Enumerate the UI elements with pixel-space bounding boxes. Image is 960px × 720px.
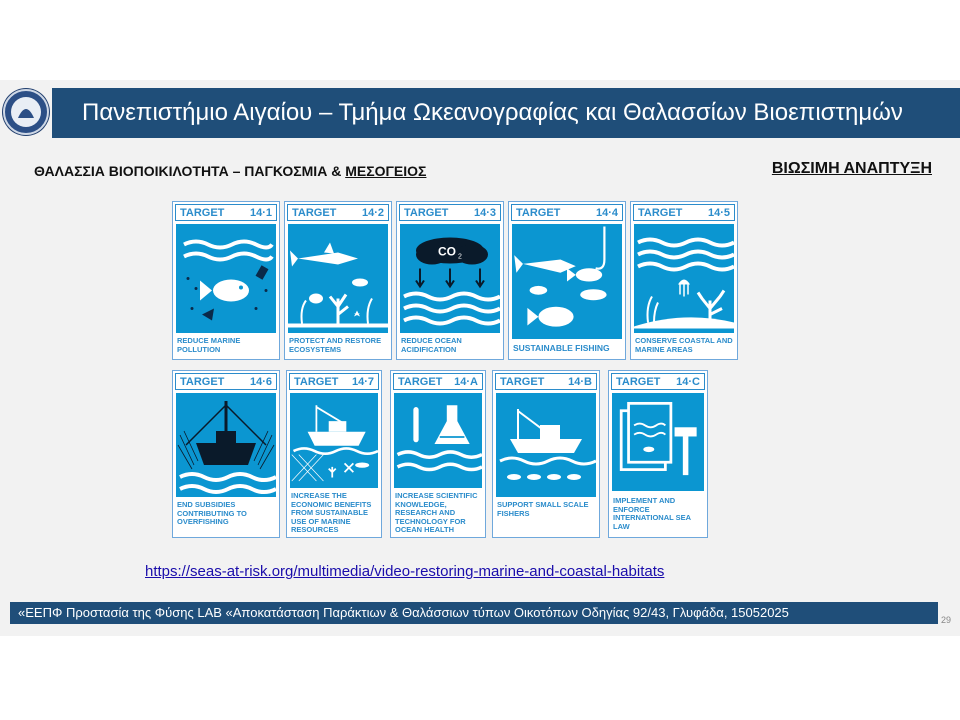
target-tile-14-7	[286, 370, 382, 538]
target-tile-14-B	[492, 370, 600, 538]
small-boat-icon	[496, 393, 596, 497]
target-id: 14·B	[568, 375, 592, 388]
sustainable-development-heading: ΒΙΩΣΙΜΗ ΑΝΑΠΤΥΞΗ	[771, 160, 932, 177]
subtitle-underlined: ΜΕΣΟΓΕΙΟΣ	[345, 163, 427, 179]
svg-text:CO: CO	[438, 244, 456, 259]
target-header: TARGET 14·A	[393, 373, 483, 390]
target-id: 14·4	[595, 206, 618, 219]
target-id: 14·1	[249, 206, 272, 219]
target-header: TARGET 14·7	[289, 373, 379, 390]
target-id: 14·5	[707, 206, 730, 219]
target-id: 14·2	[361, 206, 384, 219]
slide-header: Πανεπιστήμιο Αιγαίου – Τμήμα Ωκεανογραφίας και Θαλασσίων Βιοεπιστημών	[52, 88, 960, 138]
target-tile-14-A	[390, 370, 486, 538]
target-header: TARGET 14·3	[399, 204, 501, 221]
subtitle-main: ΘΑΛΑΣΣΙΑ ΒΙΟΠΟΙΚΙΛΟΤΗΤΑ – ΠΑΓΚΟΣΜΙΑ &	[34, 163, 346, 179]
slide	[0, 80, 960, 636]
target-header: TARGET 14·C	[611, 373, 705, 390]
target-caption: SUSTAINABLE FISHING	[513, 343, 610, 353]
gavel-document-icon	[612, 393, 704, 491]
target-id: 14·C	[676, 375, 700, 388]
target-caption: SUPPORT SMALL SCALE FISHERS	[497, 500, 589, 518]
target-header: TARGET 14·1	[175, 204, 277, 221]
target-id: 14·6	[249, 375, 272, 388]
fishing-trawler-icon	[176, 393, 276, 497]
university-logo	[2, 88, 50, 136]
target-header: TARGET 14·6	[175, 373, 277, 390]
target-tile-14-C	[608, 370, 708, 538]
coral-jellyfish-icon	[634, 224, 734, 333]
target-caption: END SUBSIDIES CONTRIBUTING TO OVERFISHING	[177, 500, 247, 526]
target-id: 14·3	[473, 206, 496, 219]
target-header: TARGET 14·5	[633, 204, 735, 221]
svg-text:2: 2	[458, 253, 462, 261]
target-tile-14-3	[396, 201, 504, 360]
target-tile-14-5	[630, 201, 738, 360]
target-id: 14·A	[454, 375, 478, 388]
slide-subtitle	[34, 163, 426, 179]
target-header: TARGET 14·4	[511, 204, 623, 221]
target-tile-14-2	[284, 201, 392, 360]
fishing-hook-icon	[512, 224, 622, 339]
target-tile-14-1	[172, 201, 280, 360]
footer-bar: «ΕΕΠΦ Προστασία της Φύσης LAB «Αποκατάσταση Παράκτιων & Θαλάσσιων τύπων Οικοτόπων Οδηγίας 92/43, Γλυφάδα, 15052025	[10, 602, 938, 624]
page-number: 29	[941, 615, 952, 625]
target-header: TARGET 14·2	[287, 204, 389, 221]
target-tile-14-6	[172, 370, 280, 538]
target-header: TARGET 14·B	[495, 373, 597, 390]
lab-flask-icon	[394, 393, 482, 488]
target-tile-14-4	[508, 201, 626, 360]
co2-cloud-icon	[400, 224, 500, 333]
target-caption: CONSERVE COASTAL AND MARINE AREAS	[635, 336, 733, 354]
target-caption: INCREASE THE ECONOMIC BENEFITS FROM SUSTAINABLE USE OF MARINE RESOURCES	[291, 491, 372, 534]
shark-coral-icon	[288, 224, 388, 333]
target-caption: REDUCE MARINE POLLUTION	[177, 336, 241, 354]
target-id: 14·7	[351, 375, 374, 388]
boat-net-icon	[290, 393, 378, 488]
target-caption: REDUCE OCEAN ACIDIFICATION	[401, 336, 462, 354]
target-caption: IMPLEMENT AND ENFORCE INTERNATIONAL SEA LAW	[613, 496, 691, 531]
target-caption: INCREASE SCIENTIFIC KNOWLEDGE, RESEARCH AND TECHNOLOGY FOR OCEAN HEALTH	[395, 491, 478, 534]
video-link[interactable]: https://seas-at-risk.org/multimedia/video-restoring-marine-and-coastal-habitats	[145, 563, 665, 580]
target-caption: PROTECT AND RESTORE ECOSYSTEMS	[289, 336, 382, 354]
fish-pollution-icon	[176, 224, 276, 333]
